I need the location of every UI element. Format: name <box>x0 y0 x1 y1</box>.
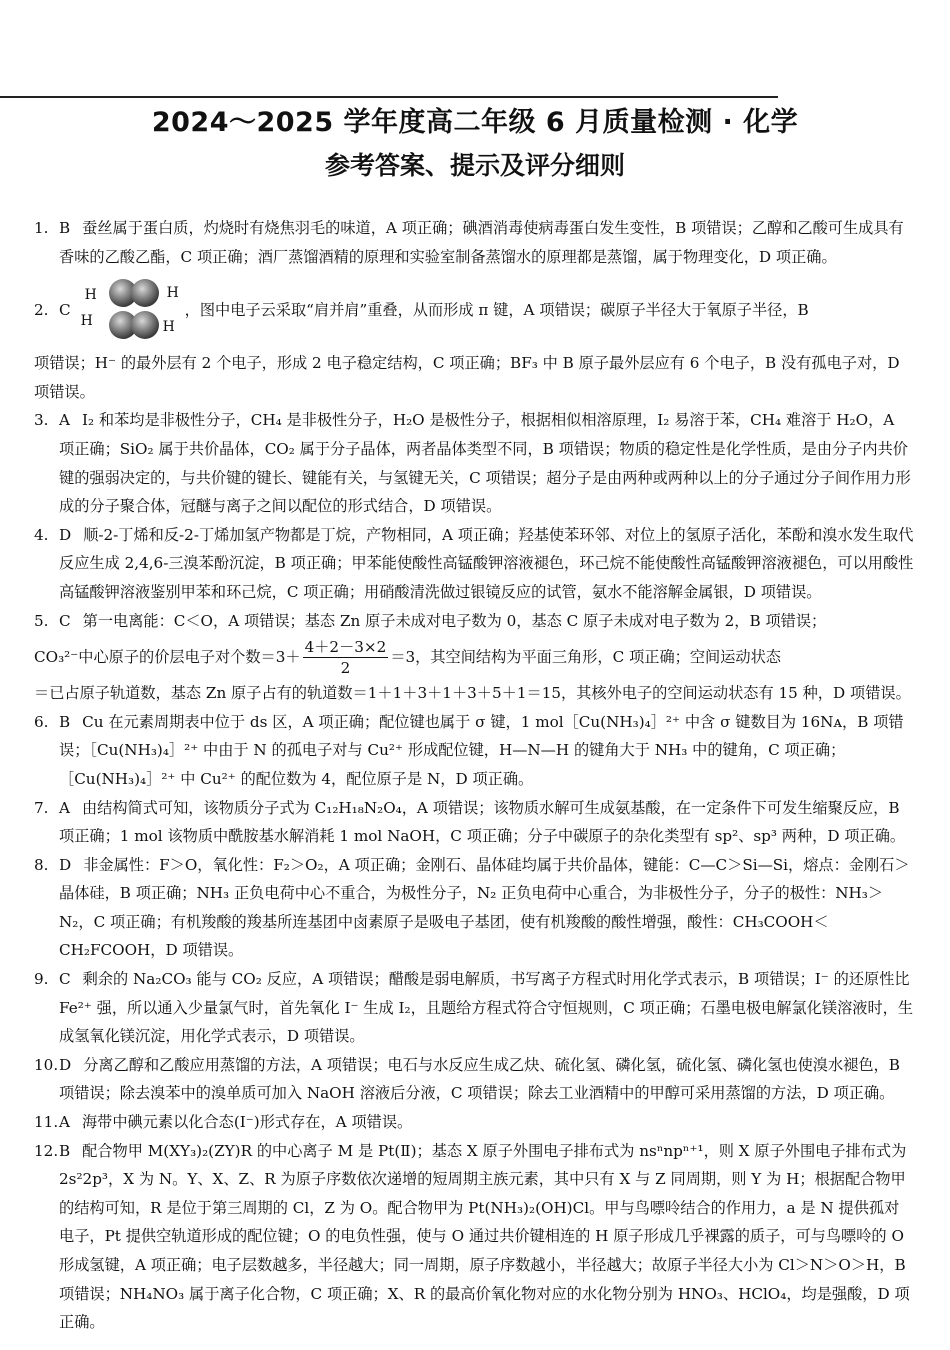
item-explanation-part-a: ，图中电子云采取“肩并肩”重叠，从而形成 π 键，A 项错误；碳原子半径大于氧原子半径，B <box>184 300 809 319</box>
item-answer: C <box>59 300 71 319</box>
answer-item-6 <box>34 708 914 794</box>
item-explanation: I₂ 和苯均是非极性分子，CH₄ 是非极性分子，H₂O 是极性分子，根据相似相溶原理，I₂ 易溶于苯，CH₄ 难溶于 H₂O，A 项正确；SiO₂ 属于共价晶体，CO₂ 属于分子晶体，两者晶体类型不同，B 项错误；物质的稳定性是化学性质，是由分子内共价键的强弱决定的，与共价键的键长、键能有关，与氢键无关，C 项错误；超分子是由两种或两种以上的分子通过分子间作用力形成的分子聚合体，冠醚与离子之间以配位的形式结合，D 项错误。 <box>59 411 911 516</box>
p-orbital-overlap-figure <box>80 273 183 347</box>
answer-item-2 <box>34 271 914 406</box>
orbital-label-h: H <box>162 319 175 336</box>
item-answer: A <box>59 411 70 430</box>
answer-item-1 <box>34 214 914 271</box>
answer-list <box>34 214 914 1337</box>
item-number: 11. <box>34 1113 59 1132</box>
orbital-label-h: H <box>80 313 93 330</box>
answer-item-7 <box>34 794 914 851</box>
item-answer: D <box>59 855 72 874</box>
orbital-lobe <box>131 311 159 339</box>
item-number: 6. <box>34 712 49 731</box>
orbital-label-h: H <box>84 287 97 304</box>
item-answer: A <box>59 1113 70 1132</box>
item-explanation: 非金属性：F＞O，氧化性：F₂＞O₂，A 项正确；金刚石、晶体硅均属于共价晶体，键能：C—C＞Si—Si，熔点：金刚石＞晶体硅，B 项正确；NH₃ 正负电荷中心不重合，为极性分子，N₂ 正负电荷中心重合，为非极性分子，分子的极性：NH₃＞N₂，C 项正确；有机羧酸的羧基所连基团中卤素原子是吸电子基团，使有机羧酸的酸性增强，酸性：CH₃COOH＜CH₂FCOOH，D 项错误。 <box>59 855 910 960</box>
item-number: 3. <box>34 411 49 430</box>
answer-item-3 <box>34 406 914 520</box>
answer-item-9 <box>34 965 914 1051</box>
item-number: 1. <box>34 219 49 237</box>
orbital-label-h: H <box>166 285 179 302</box>
answer-item-5 <box>34 607 914 708</box>
answer-item-12 <box>34 1137 914 1337</box>
item-answer: B <box>59 712 71 731</box>
item-number: 7. <box>34 798 49 817</box>
item-explanation: 配合物甲 M(XY₃)₂(ZY)R 的中心离子 M 是 Pt(Ⅱ)；基态 X 原子外围电子排布式为 nsⁿnpⁿ⁺¹，则 X 原子外围电子排布式为 2s²2p³，X 为 N。Y、X、Z、R 为原子序数依次递增的短周期主族元素，其中只有 X 与 Z 同周期，则 Y 为 H；根据配合物甲的结构可知，R 是位于第三周期的 Cl，Z 为 O。配合物甲为 Pt(NH₃)₂(OH)Cl。甲与鸟嘌呤结合的作用力，a 是 N 提供孤对电子，Pt 提供空轨道形成的配位键；O 的电负性强，使与 O 通过共价键相连的 H 原子形成几乎裸露的质子，可与鸟嘌呤的 O 形成氢键，A 项正确；电子层数越多，半径越大；同一周期，原子序数越小，半径越大；故原子半径大小为 Cl＞N＞O＞H，B 项错误；NH₄NO₃ 属于离子化合物，C 项正确；X、R 的最高价氧化物对应的水化物分别为 HNO₃、HClO₄，均是强酸，D 项正确。 <box>59 1141 910 1332</box>
carbonate-ion: CO₃²⁻ <box>34 647 79 666</box>
item-answer: B <box>59 219 71 237</box>
item-explanation: 分离乙醇和乙酸应用蒸馏的方法，A 项错误；电石与水反应生成乙炔、硫化氢、磷化氢，硫化氢、磷化氢也使溴水褪色，B 项错误；除去溴苯中的溴单质可加入 NaOH 溶液后分液，C 项错误；除去工业酒精中的甲醇可采用蒸馏的方法，D 项正确。 <box>59 1055 900 1103</box>
item-number: 12. <box>34 1141 59 1160</box>
orbital-row <box>34 271 914 349</box>
formula-suffix: ＝3，其空间结构为平面三角形，C 项正确；空间运动状态 <box>390 647 781 666</box>
item-explanation: 顺-2-丁烯和反-2-丁烯加氢产物都是丁烷，产物相同，A 项正确；羟基使苯环邻、对位上的氢原子活化，苯酚和溴水发生取代反应生成 2,4,6-三溴苯酚沉淀，B 项正确；甲苯能使酸性高锰酸钾溶液褪色，环己烷不能使酸性高锰酸钾溶液褪色，可以用酸性高锰酸钾溶液鉴别甲苯和环己烷，C 项正确；用硝酸清洗做过银镜反应的试管，氨水不能溶解金属银，D 项错误。 <box>59 525 914 601</box>
item-explanation: Cu 在元素周期表中位于 ds 区，A 项正确；配位键也属于 σ 键，1 mol［Cu(NH₃)₄］²⁺ 中含 σ 键数目为 16Nᴀ，B 项错误；［Cu(NH₃)₄］²⁺ 中由于 N 的孤电子对与 Cu²⁺ 形成配位键，H—N—H 的键角大于 NH₃ 中的键角，C 项正确；［Cu(NH₃)₄］²⁺ 中 Cu²⁺ 的配位数为 4，配位原子是 N，D 项正确。 <box>59 712 904 788</box>
item-answer: D <box>59 1055 72 1074</box>
item-number: 10. <box>34 1055 59 1074</box>
item-explanation-part-b: 项错误；H⁻ 的最外层有 2 个电子，形成 2 电子稳定结构，C 项正确；BF₃ 中 B 原子最外层应有 6 个电子，B 没有孤电子对，D 项错误。 <box>34 354 900 401</box>
item-explanation: 海带中碘元素以化合态(I⁻)形式存在，A 项错误。 <box>81 1113 413 1132</box>
item-number: 4. <box>34 525 49 544</box>
answer-item-8 <box>34 851 914 965</box>
item-answer: C <box>59 611 71 630</box>
answer-item-11 <box>34 1108 914 1137</box>
item-number: 2. <box>34 301 49 320</box>
item-number: 5. <box>34 611 49 630</box>
item-explanation: 蚕丝属于蛋白质，灼烧时有烧焦羽毛的味道，A 项正确；碘酒消毒使病毒蛋白发生变性，B 项错误；乙醇和乙酸可生成具有香味的乙酸乙酯，C 项正确；酒厂蒸馏酒精的原理和实验室制备蒸馏水的原理都是蒸馏，属于物理变化，D 项正确。 <box>59 219 904 266</box>
fraction-denominator: 2 <box>340 658 351 677</box>
item-explanation-part-a: 第一电离能：C＜O，A 项错误；基态 Zn 原子未成对电子数为 0，基态 C 原子未成对电子数为 2，B 项错误； <box>82 611 827 630</box>
item-answer: D <box>59 525 72 544</box>
item-answer: C <box>59 970 71 989</box>
answer-item-10 <box>34 1051 914 1108</box>
item-number: 8. <box>34 855 49 874</box>
item-number: 9. <box>34 970 49 989</box>
item-explanation-part-c: ＝已占原子轨道数，基态 Zn 原子占有的轨道数＝1＋1＋3＋1＋3＋5＋1＝15，其核外电子的空间运动状态有 15 种，D 项错误。 <box>34 684 911 703</box>
valence-formula-line <box>34 635 914 679</box>
top-rule <box>0 96 778 98</box>
valence-fraction <box>303 637 389 678</box>
page-title: 2024～2025 学年度高二年级 6 月质量检测 · 化学 <box>151 107 799 138</box>
answer-item-4 <box>34 521 914 607</box>
item-explanation: 由结构简式可知，该物质分子式为 C₁₂H₁₈N₂O₄，A 项错误；该物质水解可生成氨基酸，在一定条件下可发生缩聚反应，B 项正确；1 mol 该物质中酰胺基水解消耗 1 mol NaOH，C 项正确；分子中碳原子的杂化类型有 sp²、sp³ 两种，D 项正确。 <box>59 798 906 846</box>
item-explanation: 剩余的 Na₂CO₃ 能与 CO₂ 反应，A 项错误；醋酸是弱电解质，书写离子方程式时用化学式表示，B 项错误；I⁻ 的还原性比 Fe²⁺ 强，所以通入少量氯气时，首先氧化 I⁻ 生成 I₂，且题给方程式符合守恒规则，C 项正确；石墨电极电解氯化镁溶液时，生成氢氧化镁沉淀，用化学式表示，D 项错误。 <box>59 970 914 1046</box>
formula-prefix: 中心原子的价层电子对个数＝3＋ <box>78 647 301 666</box>
page-subtitle: 参考答案、提示及评分细则 <box>324 151 625 180</box>
item-answer: B <box>59 1141 71 1160</box>
orbital-lobe <box>131 279 159 307</box>
fraction-numerator: 4＋2－3×2 <box>304 637 387 656</box>
item-answer: A <box>59 798 70 817</box>
